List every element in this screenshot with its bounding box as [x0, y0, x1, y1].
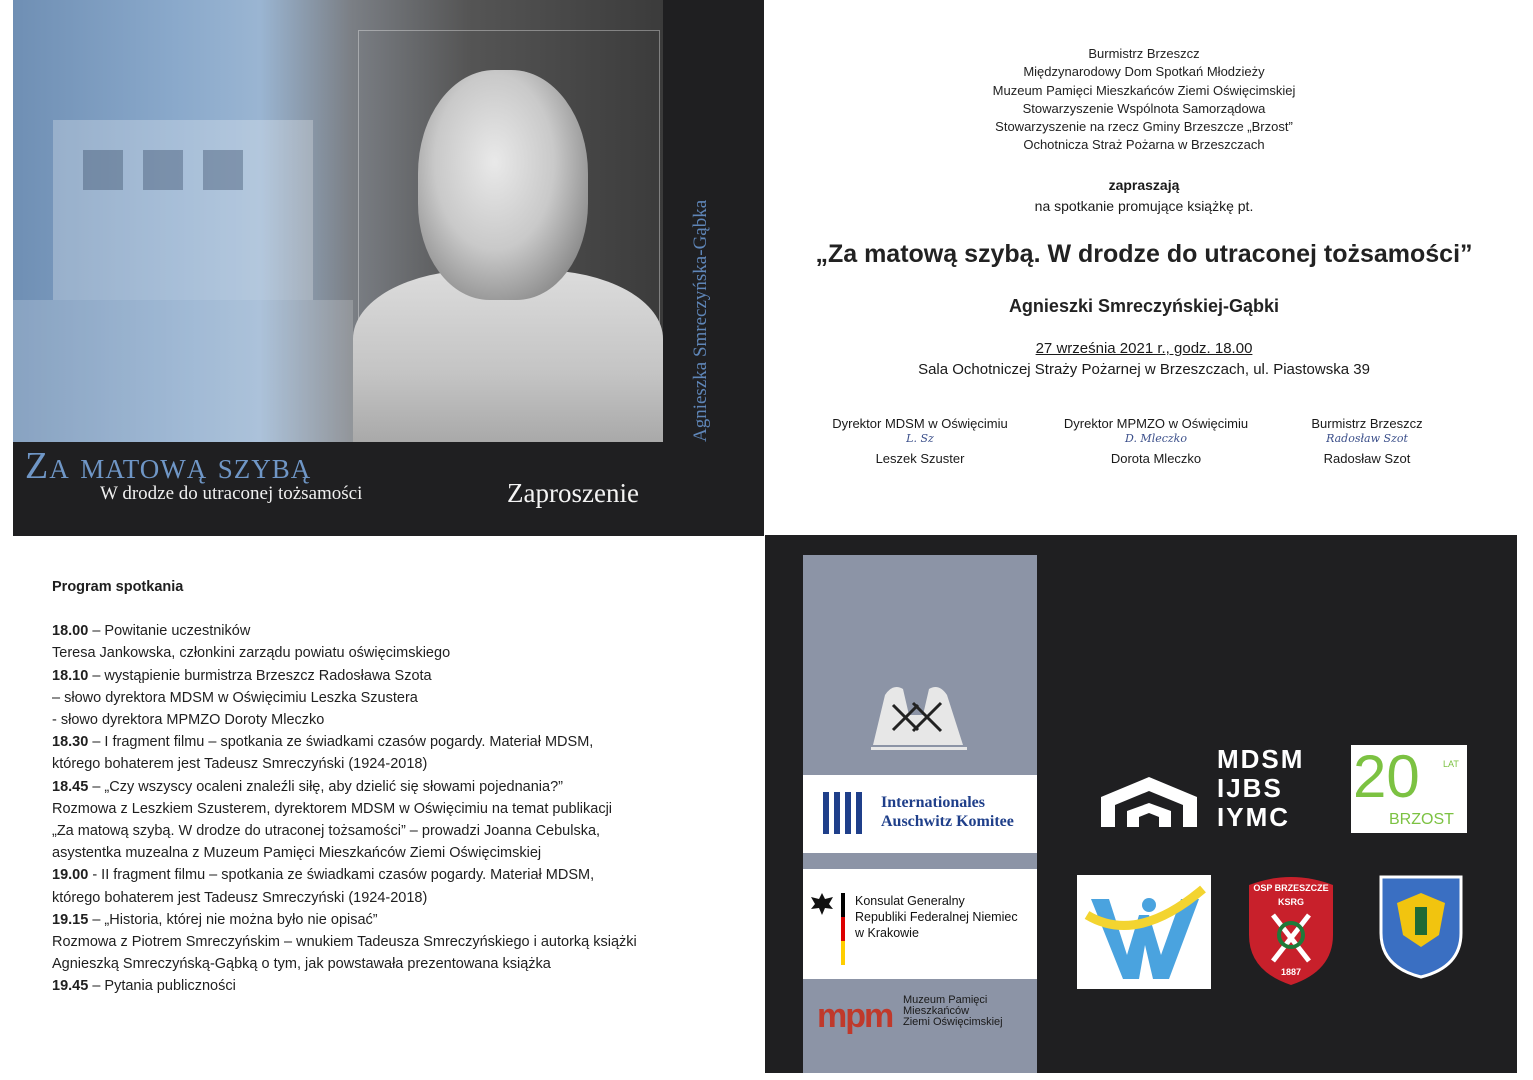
program-text: - II fragment filmu – spotkania ze świadkami czasów pogardy. Materiał MDSM,: [88, 867, 595, 884]
program-text: „Za matową szybą. W drodze do utraconej tożsamości” – prowadzi Joanna Cebulska,: [52, 823, 601, 840]
signature-role: Dyrektor MDSM w Oświęcimiu: [832, 416, 1008, 431]
osp-top-text: OSP BRZESZCZE: [1253, 883, 1329, 893]
organizer: Stowarzyszenie Wspólnota Samorządowa: [1022, 100, 1266, 116]
program-time: 18.45: [52, 778, 89, 795]
mpm-logo: [817, 993, 1027, 1043]
organizer: Międzynarodowy Dom Spotkań Młodzieży: [1023, 64, 1265, 80]
iak-bars-icon: [821, 792, 865, 834]
mpm-mark: mpm: [817, 997, 893, 1035]
program-text: – I fragment filmu – spotkania ze świadkami czasów pogardy. Materiał MDSM,: [88, 734, 594, 751]
signature-scribble: D. Mleczko: [1125, 432, 1187, 445]
wspolnota-logo: [1077, 875, 1211, 989]
program-section: [52, 576, 742, 998]
konsulat-text: [855, 893, 1018, 941]
program-text: Rozmowa z Leszkiem Szusterem, dyrektorem MDSM w Oświęcimiu na temat publikacji: [52, 800, 613, 817]
konsulat-logo: [803, 869, 1037, 979]
mpm-text: [903, 995, 1003, 1028]
organizer: Ochotnicza Straż Pożarna w Brzeszczach: [1023, 137, 1265, 153]
german-flag-stripe: [841, 893, 845, 965]
signature-mdsm: [810, 416, 1030, 466]
program-text: – Pytania publiczności: [88, 978, 236, 995]
organizer: Stowarzyszenie na rzecz Gminy Brzeszcze „Brzost”: [995, 119, 1293, 135]
signature-mpmzo: [1046, 416, 1266, 466]
mdsm-logo: [1097, 745, 1307, 835]
cover-title: Za matową szybą: [25, 445, 312, 487]
osp-logo: [1243, 875, 1339, 987]
program-time: 19.00: [52, 867, 89, 884]
invite-line: na spotkanie promujące książkę pt.: [1034, 198, 1254, 214]
konsulat-line-2: Republiki Federalnej Niemiec: [855, 910, 1018, 924]
signature-name: Dorota Mleczko: [1110, 451, 1202, 466]
program-lines: [52, 620, 742, 997]
program-line: [52, 820, 742, 842]
program-line: [52, 931, 742, 953]
program-line: [52, 731, 742, 753]
brzost-name: BRZOST: [1389, 811, 1454, 828]
mpm-line-1: Muzeum Pamięci: [903, 994, 988, 1006]
program-text: Teresa Jankowska, członkini zarządu powiatu oświęcimskiego: [52, 645, 451, 662]
program-text: – „Czy wszyscy ocaleni znaleźli siłę, aby dzielić się słowami pojednania?”: [88, 778, 563, 795]
mdsm-line-3: IYMC: [1217, 802, 1290, 832]
coat-of-arms-icon: [1377, 873, 1465, 979]
mdsm-line-2: IJBS: [1217, 773, 1283, 803]
program-line: [52, 887, 742, 909]
program-time: 18.10: [52, 667, 89, 684]
signature-name: Radosław Szot: [1323, 451, 1411, 466]
program-line: [52, 753, 742, 775]
building-window: [143, 150, 183, 190]
program-text: Rozmowa z Piotrem Smreczyńskim – wnukiem Tadeusza Smreczyńskiego i autorką książki: [52, 934, 637, 951]
program-line: [52, 975, 742, 997]
program-text: Agnieszką Smreczyńską-Gąbką o tym, jak powstawała prezentowana książka: [52, 956, 551, 973]
organizer: Muzeum Pamięci Mieszkańców Ziemi Oświęcimskiej: [992, 82, 1296, 98]
mpm-line-3: Ziemi Oświęcimskiej: [903, 1016, 1003, 1028]
organizer: Burmistrz Brzeszcz: [1088, 46, 1200, 61]
iak-logo: [803, 775, 1037, 853]
book-title: „Za matową szybą. W drodze do utraconej tożsamości”: [815, 240, 1473, 268]
program-time: 18.00: [52, 623, 89, 640]
iak-line-2: Auschwitz Komitee: [881, 813, 1014, 830]
cover-author-text: Agnieszka Smreczyńska-Gąbka: [690, 199, 711, 442]
portrait-head: [418, 70, 588, 300]
signature-name: Leszek Szuster: [875, 451, 965, 466]
camp-ground: [13, 300, 353, 442]
program-line: [52, 953, 742, 975]
building-window: [203, 150, 243, 190]
program-text: asystentka muzealna z Muzeum Pamięci Mieszkańców Ziemi Oświęcimskiej: [52, 845, 542, 862]
brzost-number: 20: [1353, 743, 1420, 810]
program-line: [52, 687, 742, 709]
organizers-list: [764, 45, 1524, 155]
program-line: [52, 864, 742, 886]
brzeszcze-coat-of-arms: [1377, 873, 1465, 979]
program-text: – słowo dyrektora MDSM w Oświęcimiu Leszka Szustera: [52, 689, 418, 706]
event-date-text: 27 września 2021 r., godz. 18.00: [1035, 340, 1253, 357]
osp-year-text: 1887: [1280, 967, 1302, 977]
eagle-icon: [809, 891, 835, 917]
program-text: którego bohaterem jest Tadeusz Smreczyński (1924-2018): [52, 889, 428, 906]
brzost-logo: [1351, 745, 1467, 833]
program-text: którego bohaterem jest Tadeusz Smreczyński (1924-2018): [52, 756, 428, 773]
invite-verb: zapraszają: [1108, 177, 1180, 193]
cover-photo: [13, 0, 663, 442]
program-line: [52, 665, 742, 687]
cover-subtitle: W drodze do utraconej tożsamości: [100, 483, 363, 504]
signature-scribble: Radosław Szot: [1326, 432, 1408, 445]
partner-logos-panel: [765, 535, 1517, 1073]
mdsm-line-1: MDSM: [1217, 744, 1305, 774]
konsulat-line-1: Konsulat Generalny: [855, 894, 965, 908]
program-time: 19.45: [52, 978, 89, 995]
program-line: [52, 709, 742, 731]
signature-burmistrz: [1257, 416, 1477, 466]
signature-role: Dyrektor MPMZO w Oświęcimiu: [1063, 416, 1249, 431]
signature-scribble: L. Sz: [906, 432, 934, 445]
signature-role: Burmistrz Brzeszcz: [1311, 416, 1423, 431]
foundation-logo-icon: [863, 675, 975, 755]
camp-building: [53, 120, 313, 300]
book-cover: [13, 0, 764, 536]
wspolnota-w-icon: [1077, 875, 1211, 989]
event-place: Sala Ochotniczej Straży Pożarnej w Brzeszczach, ul. Piastowska 39: [918, 361, 1370, 378]
program-line: [52, 776, 742, 798]
building-window: [83, 150, 123, 190]
cover-invitation-label: Zaproszenie: [507, 478, 639, 508]
program-text: - słowo dyrektora MPMZO Doroty Mleczko: [52, 712, 325, 729]
program-time: 19.15: [52, 911, 89, 928]
konsulat-line-3: w Krakowie: [855, 926, 919, 940]
program-line: [52, 642, 742, 664]
brzost-lat: LAT: [1443, 759, 1459, 769]
program-text: – „Historia, której nie można było nie opisać”: [88, 911, 378, 928]
book-author: Agnieszki Smreczyńskiej-Gąbki: [1008, 296, 1280, 316]
foundation-logo: [863, 675, 975, 755]
program-line: [52, 620, 742, 642]
program-line: [52, 842, 742, 864]
mdsm-house-icon: [1097, 773, 1201, 831]
program-time: 18.30: [52, 734, 89, 751]
mdsm-text: [1217, 745, 1304, 832]
program-line: [52, 909, 742, 931]
program-text: – Powitanie uczestników: [88, 623, 251, 640]
iak-text: [881, 793, 1014, 831]
osp-mid-text: KSRG: [1277, 897, 1304, 907]
program-heading: Program spotkania: [52, 579, 184, 595]
iak-line-1: Internationales: [881, 794, 985, 811]
mpm-line-2: Mieszkańców: [903, 1005, 970, 1017]
event-date: [764, 340, 1524, 357]
program-line: [52, 798, 742, 820]
program-text: – wystąpienie burmistrza Brzeszcz Radosława Szota: [88, 667, 432, 684]
cover-author: [675, 170, 725, 450]
